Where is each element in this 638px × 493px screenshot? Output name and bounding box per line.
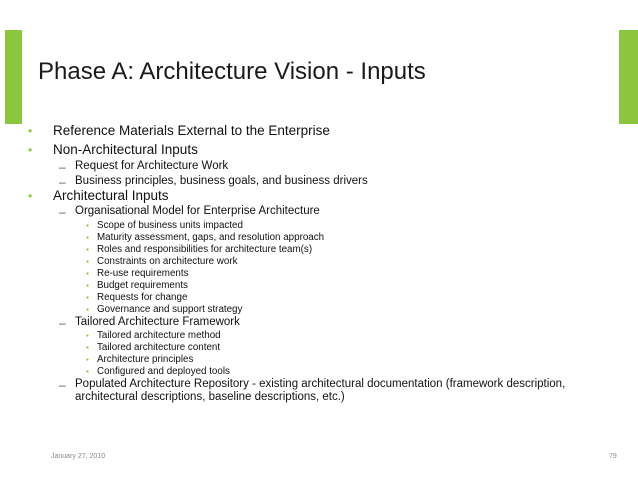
- bullet-tailored-framework: Tailored Architecture Framework: [75, 316, 240, 328]
- dash-marker: –: [59, 378, 66, 392]
- bullet-architectural-inputs: Architectural Inputs: [53, 188, 169, 203]
- dash-marker: –: [59, 316, 66, 330]
- sub-bullet-marker: ▪: [86, 293, 89, 302]
- left-accent-bar: [5, 30, 22, 124]
- sub-bullet-tailored-method: Tailored architecture method: [97, 330, 221, 341]
- sub-bullet-marker: ▪: [86, 245, 89, 254]
- bullet-business-principles: Business principles, business goals, and business drivers: [75, 175, 368, 187]
- sub-bullet-marker: ▪: [86, 355, 89, 364]
- bullet-non-architectural-inputs: Non-Architectural Inputs: [53, 142, 198, 157]
- sub-bullet-marker: ▪: [86, 269, 89, 278]
- sub-bullet-marker: ▪: [86, 343, 89, 352]
- page-number: 79: [609, 453, 617, 460]
- sub-bullet-budget: Budget requirements: [97, 280, 188, 291]
- sub-bullet-marker: ▪: [86, 305, 89, 314]
- sub-bullet-marker: ▪: [86, 331, 89, 340]
- sub-bullet-roles: Roles and responsibilities for architecture team(s): [97, 244, 313, 255]
- bullet-marker: •: [28, 143, 33, 157]
- sub-bullet-tailored-content: Tailored architecture content: [97, 342, 221, 353]
- bullet-reference-materials: Reference Materials External to the Enterprise: [53, 123, 330, 138]
- sub-bullet-maturity: Maturity assessment, gaps, and resolution approach: [97, 232, 325, 243]
- slide-title: Phase A: Architecture Vision - Inputs: [38, 58, 426, 85]
- sub-bullet-marker: ▪: [86, 233, 89, 242]
- sub-bullet-constraints: Constraints on architecture work: [97, 256, 238, 267]
- bullet-marker: •: [28, 124, 33, 138]
- sub-bullet-marker: ▪: [86, 257, 89, 266]
- footer-date: January 27, 2010: [51, 453, 106, 460]
- bullet-request-for-architecture-work: Request for Architecture Work: [75, 160, 229, 172]
- dash-marker: –: [59, 205, 66, 219]
- bullet-populated-repository-continued: architectural descriptions, baseline descriptions, etc.): [75, 391, 345, 403]
- sub-bullet-reuse: Re-use requirements: [97, 268, 189, 279]
- dash-marker: –: [59, 160, 66, 174]
- bullet-populated-repository: Populated Architecture Repository - existing architectural documentation (framework description,: [75, 378, 566, 390]
- sub-bullet-marker: ▪: [86, 221, 89, 230]
- bullet-marker: •: [28, 189, 33, 203]
- dash-marker: –: [59, 175, 66, 189]
- sub-bullet-scope: Scope of business units impacted: [97, 220, 243, 231]
- sub-bullet-marker: ▪: [86, 367, 89, 376]
- right-accent-bar: [619, 30, 638, 124]
- sub-bullet-tools: Configured and deployed tools: [97, 366, 230, 377]
- sub-bullet-governance: Governance and support strategy: [97, 304, 243, 315]
- sub-bullet-principles: Architecture principles: [97, 354, 194, 365]
- bullet-organisational-model: Organisational Model for Enterprise Architecture: [75, 205, 320, 217]
- sub-bullet-requests-for-change: Requests for change: [97, 292, 188, 303]
- sub-bullet-marker: ▪: [86, 281, 89, 290]
